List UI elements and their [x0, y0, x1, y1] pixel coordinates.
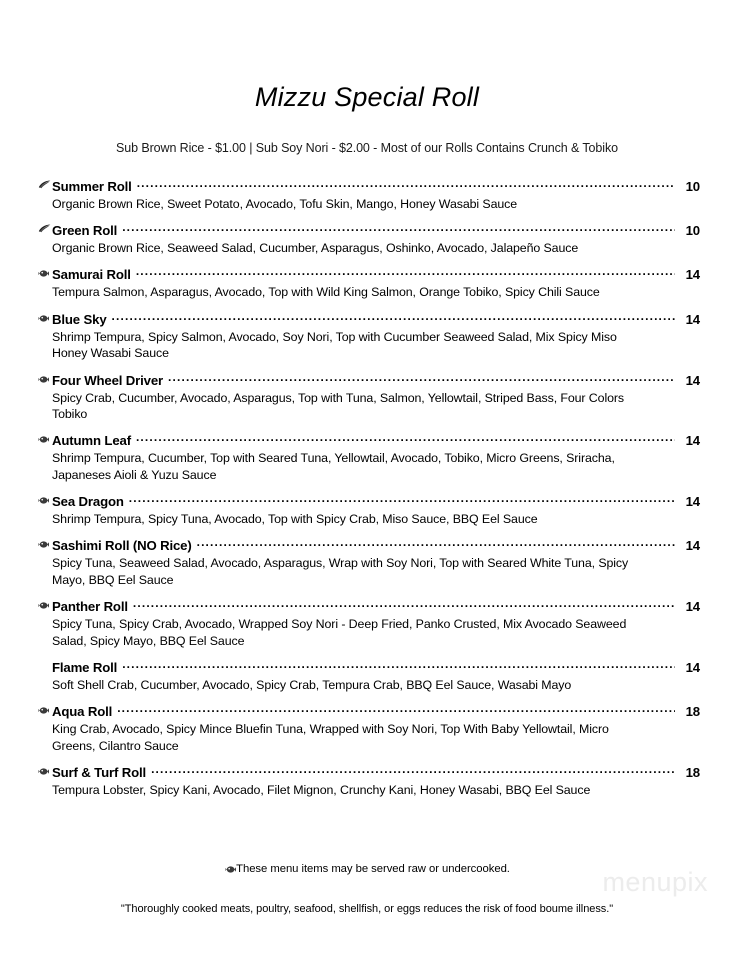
- menu-item-name: Surf & Turf Roll: [52, 765, 147, 781]
- menu-item-header: [38, 433, 700, 448]
- leaf-icon: [38, 180, 52, 190]
- dot-leader: [168, 373, 675, 385]
- menu-item: [38, 312, 700, 362]
- menu-item-name: Blue Sky: [52, 311, 107, 327]
- menu-item-header: [38, 660, 700, 675]
- raw-fish-icon: [38, 767, 52, 776]
- dot-leader: [117, 704, 675, 716]
- dot-leader: [133, 599, 675, 611]
- raw-fish-icon: [38, 269, 52, 278]
- raw-fish-icon: [38, 601, 52, 610]
- menu-item-description: Soft Shell Crab, Cucumber, Avocado, Spicy Crab, Tempura Crab, BBQ Eel Sauce, Wasabi Mayo: [52, 677, 572, 692]
- menu-item-description: Shrimp Tempura, Spicy Salmon, Avocado, Soy Nori, Top with Cucumber Seaweed Salad, Mix Spicy Miso Honey Wasabi Sauce: [52, 329, 617, 361]
- dot-leader: [136, 267, 675, 279]
- raw-fish-icon: [38, 314, 52, 323]
- dot-leader: [112, 312, 675, 324]
- menu-item-name: Summer Roll: [52, 178, 132, 194]
- menu-item-description: Spicy Tuna, Spicy Crab, Avocado, Wrapped Soy Nori - Deep Fried, Panko Crusted, Mix Avocado Seaweed Salad, Spicy Mayo, BBQ Eel Sauce: [52, 617, 627, 648]
- menu-item-description: Spicy Tuna, Seaweed Salad, Avocado, Asparagus, Wrap with Soy Nori, Top with Seared White Tuna, Spicy Mayo, BBQ Eel Sauce: [52, 556, 629, 587]
- menu-item: [38, 267, 700, 300]
- menu-item-description: Organic Brown Rice, Sweet Potato, Avocado, Tofu Skin, Mango, Honey Wasabi Sauce: [52, 196, 518, 211]
- menu-item: [38, 704, 700, 754]
- dot-leader: [151, 765, 675, 777]
- menu-item-header: [38, 704, 700, 719]
- dot-leader: [122, 660, 675, 672]
- menu-item: [38, 599, 700, 649]
- page-title: Mizzu Special Roll: [254, 82, 480, 112]
- menu-item: [38, 179, 700, 212]
- menu-item-price: 18: [685, 765, 700, 781]
- page-footer: [0, 863, 734, 915]
- raw-notice-text: These menu items may be served raw or undercooked.: [236, 862, 510, 875]
- menu-item-header: [38, 538, 700, 553]
- menu-item-price: 14: [685, 433, 700, 449]
- menu-item-name: Panther Roll: [52, 599, 128, 615]
- menu-item-name: Aqua Roll: [52, 704, 113, 720]
- raw-fish-icon: [38, 496, 52, 505]
- dot-leader: [136, 433, 675, 445]
- menu-item-header: [38, 494, 700, 509]
- menu-item-name: Sashimi Roll (NO Rice): [52, 538, 192, 554]
- menu-item: [38, 373, 700, 423]
- menu-item-name: Flame Roll: [52, 659, 118, 675]
- dot-leader: [137, 179, 675, 191]
- menu-item-price: 14: [685, 311, 700, 327]
- menu-item-description: Spicy Crab, Cucumber, Avocado, Asparagus, Top with Tuna, Salmon, Yellowtail, Striped Bass, Four Colors Tobiko: [52, 390, 625, 421]
- menu-item: [38, 660, 700, 693]
- menu-item-header: [38, 765, 700, 780]
- menu-item: [38, 538, 700, 588]
- menu-item-header: [38, 599, 700, 614]
- menu-item-price: 14: [685, 494, 700, 510]
- dot-leader: [197, 538, 675, 550]
- menu-item-list: [0, 155, 734, 799]
- menu-item-price: 14: [685, 267, 700, 283]
- menu-item-price: 14: [685, 538, 700, 554]
- raw-fish-icon: [38, 540, 52, 549]
- menu-item-name: Sea Dragon: [52, 494, 124, 510]
- menu-item-header: [38, 223, 700, 238]
- menu-item-description: Tempura Lobster, Spicy Kani, Avocado, Filet Mignon, Crunchy Kani, Honey Wasabi, BBQ Eel Sauce: [52, 783, 591, 798]
- dot-leader: [122, 223, 675, 235]
- raw-fish-icon: [38, 706, 52, 715]
- dot-leader: [129, 494, 675, 506]
- menu-item-price: 14: [685, 372, 700, 388]
- menu-item-price: 14: [685, 659, 700, 675]
- menu-item-name: Four Wheel Driver: [52, 372, 164, 388]
- raw-fish-icon: [224, 865, 236, 876]
- menu-item-name: Samurai Roll: [52, 267, 131, 283]
- menu-item-name: Green Roll: [52, 223, 118, 239]
- menu-item-description: Organic Brown Rice, Seaweed Salad, Cucumber, Asparagus, Oshinko, Avocado, Jalapeño Sauce: [52, 241, 579, 256]
- menu-item-description: King Crab, Avocado, Spicy Mince Bluefin Tuna, Wrapped with Soy Nori, Top With Baby Yellowtail, Micro Greens, Cilantro Sauce: [52, 722, 609, 753]
- watermark: menupix: [602, 867, 708, 897]
- raw-notice: [0, 863, 734, 875]
- menu-item-header: [38, 267, 700, 282]
- leaf-icon: [38, 224, 52, 234]
- menu-item-header: [38, 312, 700, 327]
- menu-item: [38, 494, 700, 527]
- menu-item-price: 10: [685, 223, 700, 239]
- menu-item-description: Shrimp Tempura, Spicy Tuna, Avocado, Top with Spicy Crab, Miso Sauce, BBQ Eel Sauce: [52, 512, 538, 527]
- menu-item-price: 18: [685, 704, 700, 720]
- raw-fish-icon: [38, 435, 52, 444]
- menu-item-price: 14: [685, 599, 700, 615]
- menu-item: [38, 223, 700, 256]
- menu-item: [38, 765, 700, 798]
- menu-item-price: 10: [685, 178, 700, 194]
- menu-subtitle: Sub Brown Rice - $1.00 | Sub Soy Nori - $2.00 - Most of our Rolls Contains Crunch & Tobiko: [116, 140, 618, 155]
- raw-fish-icon: [38, 375, 52, 384]
- menu-item: [38, 433, 700, 483]
- menu-item-description: Shrimp Tempura, Cucumber, Top with Seared Tuna, Yellowtail, Avocado, Tobiko, Micro Greens, Sriracha, Japaneses Aioli & Yuzu Sauce: [52, 451, 615, 482]
- menu-item-header: [38, 373, 700, 388]
- menu-item-description: Tempura Salmon, Asparagus, Avocado, Top with Wild King Salmon, Orange Tobiko, Spicy Chili Sauce: [52, 285, 600, 300]
- health-disclaimer: "Thoroughly cooked meats, poultry, seafood, shellfish, or eggs reduces the risk of food boume illness.": [120, 903, 614, 915]
- menu-item-name: Autumn Leaf: [52, 433, 131, 449]
- menu-item-header: [38, 179, 700, 194]
